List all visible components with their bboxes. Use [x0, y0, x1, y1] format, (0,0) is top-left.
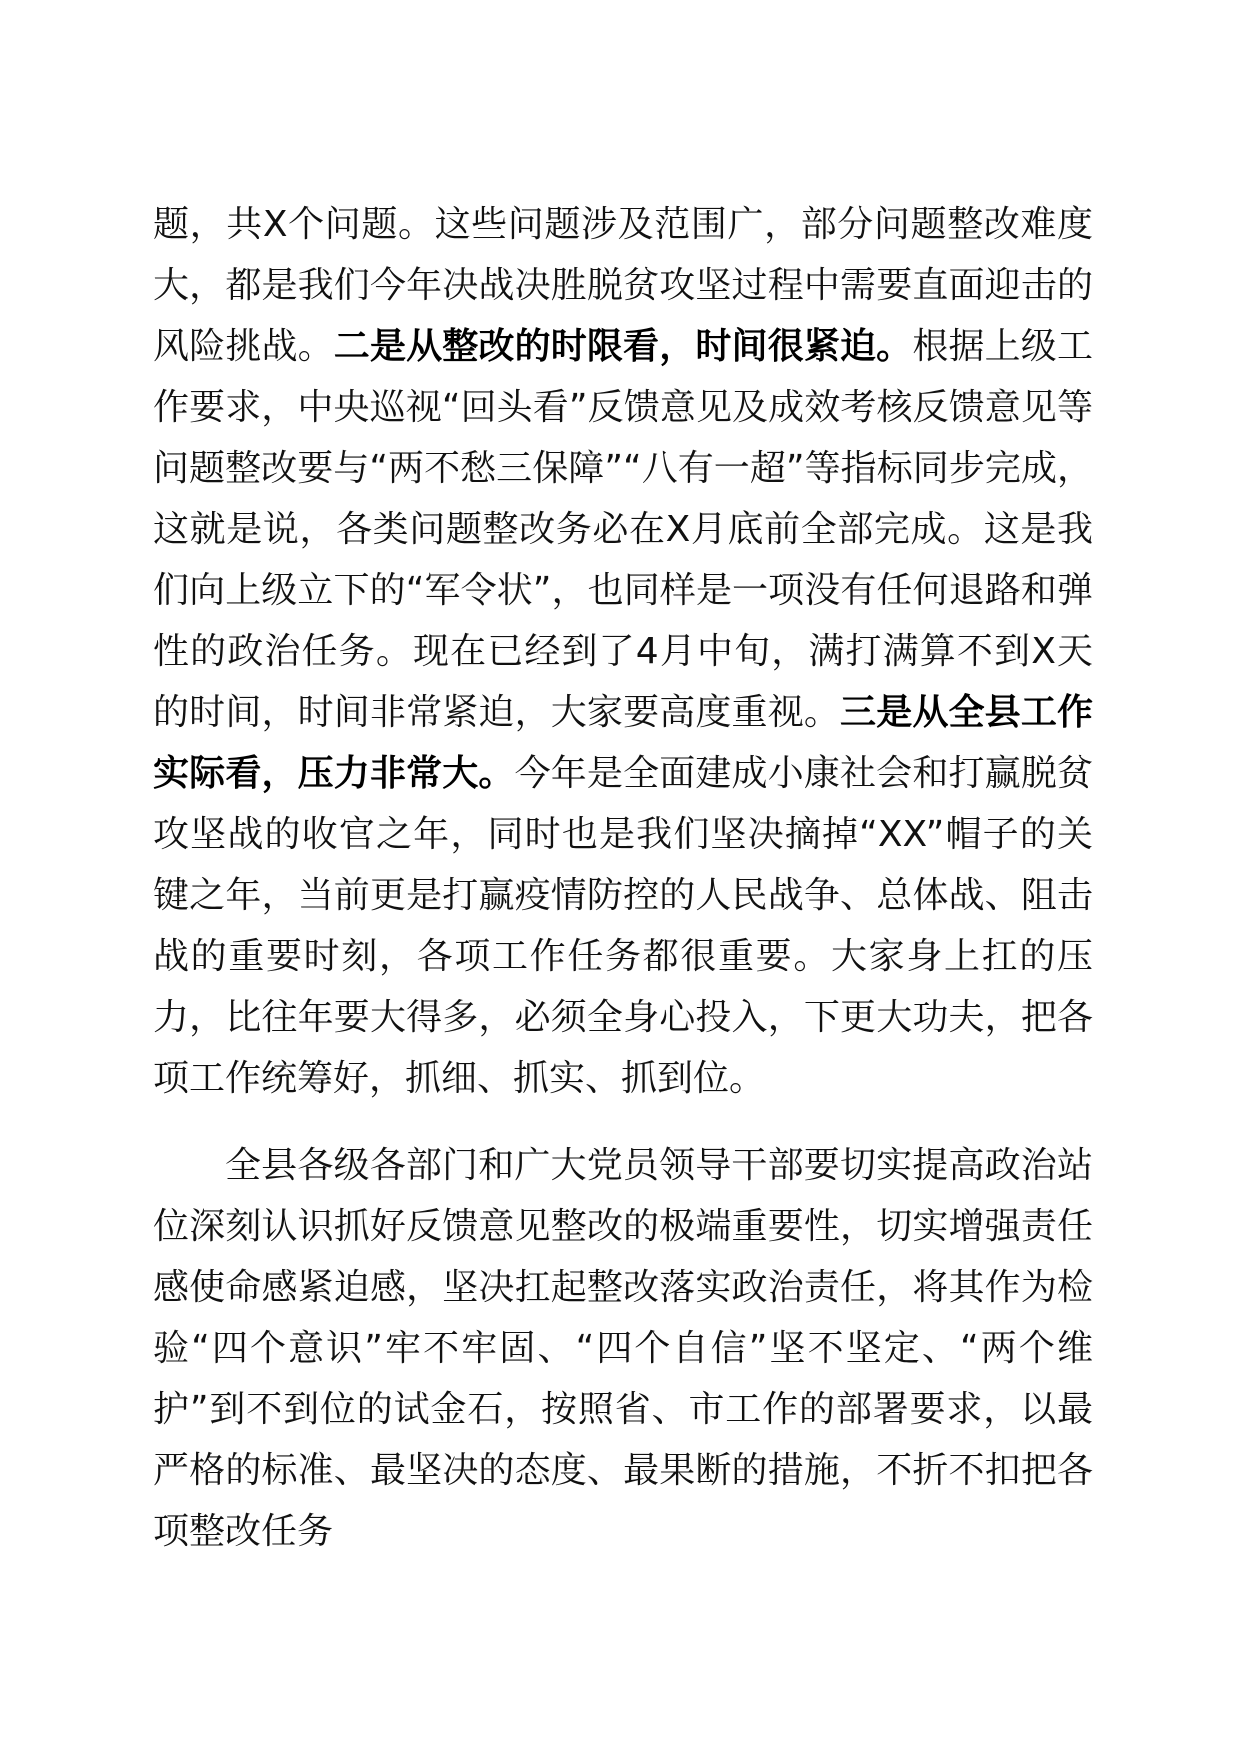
paragraph-text: 题，共X个问题。这些问题涉及范围广，部分问题整改难度大，都是我们今年决战决胜脱贫攻坚过程中需要直面迎击的风险挑战。 [153, 204, 1093, 367]
paragraph-text: 全县各级各部门和广大党员领导干部要切实提高政治站位深刻认识抓好反馈意见整改的极端重要性，切实增强责任感使命感紧迫感，坚决扛起整改落实政治责任，将其作为检验“四个意识”牢不牢固、“四个自信”坚不坚定、“两个维护”到不到位的试金石，按照省、市工作的部署要求，以最严格的标准、最坚决的态度、最果断的措施，不折不扣把各项整改任务 [153, 1145, 1093, 1552]
bold-heading-point-two: 二是从整改的时限看，时间很紧迫。 [333, 326, 913, 367]
paragraph-text: 根据上级工作要求，中央巡视“回头看”反馈意见及成效考核反馈意见等问题整改要与“两不愁三保障”“八有一超”等指标同步完成，这就是说，各类问题整改务必在X月底前全部完成。这是我们向上级立下的“军令状”，也同样是一项没有任何退路和弹性的政治任务。现在已经到了4月中旬，满打满算不到X天的时间，时间非常紧迫，大家要高度重视。 [153, 326, 1093, 733]
bold-heading-point-three: 三是从全县工作实际看，压力非常大。 [153, 692, 1093, 794]
document-body [153, 194, 1093, 1562]
paragraph-text: 今年是全面建成小康社会和打赢脱贫攻坚战的收官之年，同时也是我们坚决摘掉“XX”帽子的关键之年，当前更是打赢疫情防控的人民战争、总体战、阻击战的重要时刻，各项工作任务都很重要。大家身上扛的压力，比往年要大得多，必须全身心投入，下更大功夫，把各项工作统筹好，抓细、抓实、抓到位。 [153, 753, 1093, 1099]
body-paragraph [153, 194, 1093, 1109]
body-paragraph [153, 1135, 1093, 1562]
